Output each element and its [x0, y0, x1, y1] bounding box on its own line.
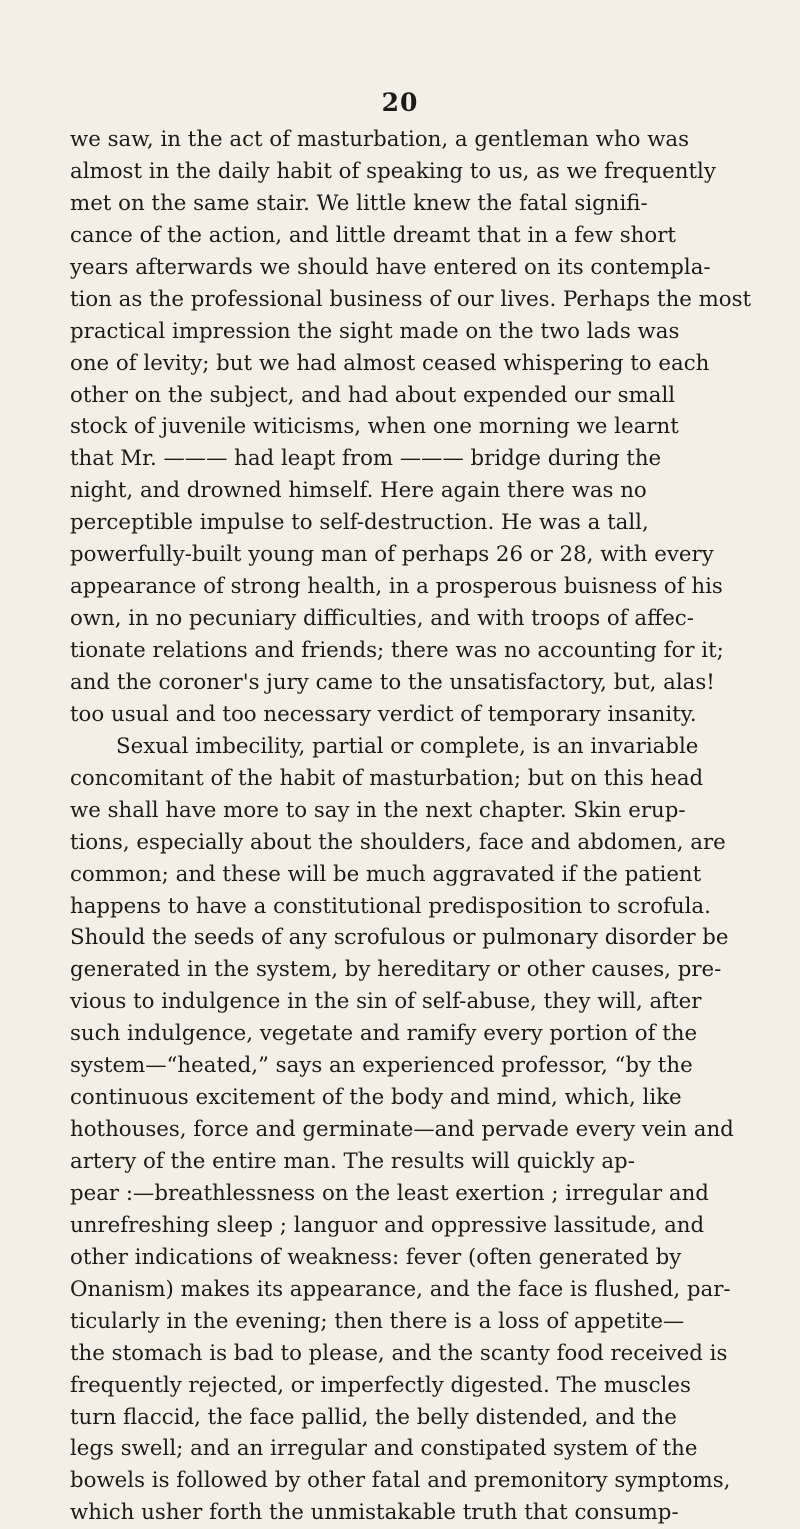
text-line: own, in no pecuniary difficulties, and with troops of affec- [70, 606, 694, 632]
text-line: frequently rejected, or imperfectly digested. The muscles [70, 1372, 691, 1398]
text-line: other indications of weakness: fever (often generated by [70, 1244, 682, 1270]
text-line: concomitant of the habit of masturbation; but on this head [70, 765, 704, 791]
text-line: Onanism) makes its appearance, and the face is flushed, par- [70, 1276, 731, 1302]
text-line: other on the subject, and had about expended our small [70, 382, 676, 408]
text-line: and the coroner's jury came to the unsatisfactory, but, alas! [70, 669, 715, 695]
text-line: such indulgence, vegetate and ramify every portion of the [70, 1021, 698, 1047]
text-line: the stomach is bad to please, and the scanty food received is [70, 1340, 728, 1366]
text-line: cance of the action, and little dreamt that in a few short [70, 222, 676, 248]
text-line: tionate relations and friends; there was no accounting for it; [70, 638, 724, 663]
text-line: stock of juvenile witicisms, when one morning we learnt [70, 414, 679, 440]
text-line: bowels is followed by other fatal and premonitory symptoms, [70, 1468, 731, 1494]
text-line: system—“heated,” says an experienced professor, “by the [70, 1053, 693, 1079]
text-line: tions, especially about the shoulders, face and abdomen, are [70, 829, 726, 855]
text-line: legs swell; and an irregular and constipated system of the [70, 1436, 698, 1462]
text-line: met on the same stair. We little knew the fatal signifi- [70, 190, 648, 216]
text-line: appearance of strong health, in a prosperous buisness of his [70, 574, 723, 600]
text-line: too usual and too necessary verdict of temporary insanity. [70, 701, 697, 727]
text-line: Sexual imbecility, partial or complete, is an invariable [116, 733, 699, 759]
text-line: that Mr. ——— had leapt from ——— bridge during the [70, 446, 662, 472]
text-line: turn flaccid, the face pallid, the belly distended, and the [70, 1404, 677, 1430]
text-line: Should the seeds of any scrofulous or pulmonary disorder be [70, 925, 729, 951]
text-line: we saw, in the act of masturbation, a gentleman who was [70, 127, 690, 152]
text-line: tion as the professional business of our lives. Perhaps the most [70, 286, 752, 312]
text-line: which usher forth the unmistakable truth that consump- [70, 1500, 679, 1526]
text-line: almost in the daily habit of speaking to us, as we frequently [70, 158, 716, 184]
text-line: happens to have a constitutional predisposition to scrofula. [70, 893, 711, 919]
text-line: one of levity; but we had almost ceased whispering to each [70, 350, 710, 376]
text-line: powerfully-built young man of perhaps 26 or 28, with every [70, 542, 714, 568]
page-number: 20 [381, 88, 419, 117]
text-line: ticularly in the evening; then there is a loss of appetite— [70, 1308, 685, 1334]
text-line: artery of the entire man. The results will quickly ap- [70, 1149, 635, 1174]
body-text [70, 124, 760, 1529]
text-line: vious to indulgence in the sin of self-abuse, they will, after [70, 989, 702, 1015]
text-line: continuous excitement of the body and mind, which, like [70, 1085, 682, 1111]
text-line: practical impression the sight made on the two lads was [70, 318, 680, 344]
text-line: common; and these will be much aggravated if the patient [70, 861, 702, 887]
text-line: we shall have more to say in the next chapter. Skin erup- [70, 797, 686, 823]
text-line: pear :—breathlessness on the least exertion ; irregular and [70, 1180, 709, 1206]
text-line: hothouses, force and germinate—and pervade every vein and [70, 1117, 734, 1143]
text-line: night, and drowned himself. Here again there was no [70, 478, 647, 504]
text-line: generated in the system, by hereditary or other causes, pre- [70, 957, 722, 983]
text-line: unrefreshing sleep ; languor and oppressive lassitude, and [70, 1212, 705, 1238]
text-line: perceptible impulse to self-destruction. He was a tall, [70, 510, 649, 536]
text-line: years afterwards we should have entered on its contempla- [70, 254, 711, 280]
